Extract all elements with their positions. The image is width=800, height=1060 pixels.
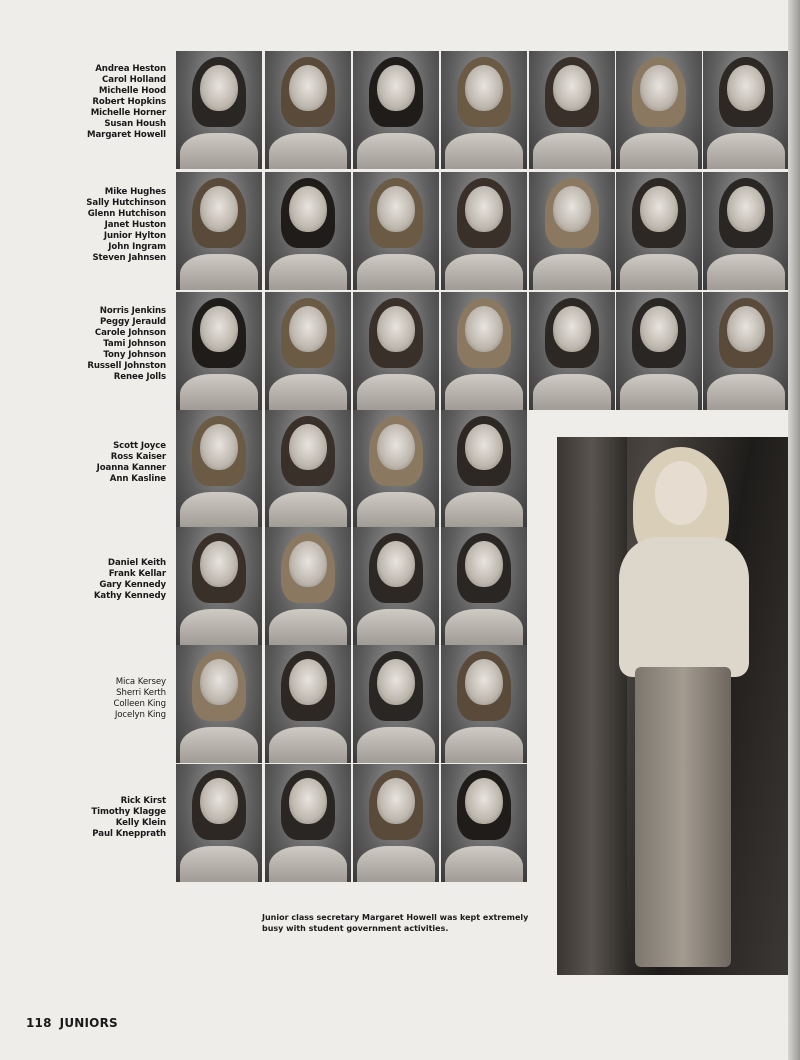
photo-caption: Junior class secretary Margaret Howell was kept extremely busy with student government activities.: [262, 913, 529, 933]
portrait-shoulders: [445, 133, 523, 169]
student-portrait: [441, 51, 527, 169]
portrait-shoulders: [180, 727, 258, 763]
student-portrait: [176, 410, 262, 528]
student-name: Andrea Heston: [95, 64, 166, 74]
student-name: Robert Hopkins: [92, 97, 166, 107]
student-portrait: [353, 51, 439, 169]
portrait-face: [200, 306, 238, 352]
student-portrait: [353, 410, 439, 528]
portrait-shoulders: [269, 609, 347, 645]
name-list-row-2: [20, 187, 166, 264]
student-name: Mike Hughes: [104, 187, 166, 197]
portrait-shoulders: [445, 492, 523, 528]
student-name: Colleen King: [113, 699, 166, 709]
portrait-shoulders: [445, 374, 523, 410]
page-gutter-shadow: [788, 0, 800, 1060]
student-name: Paul Knepprath: [92, 829, 166, 839]
portrait-face: [377, 659, 415, 705]
student-portrait: [176, 645, 262, 763]
portrait-face: [377, 306, 415, 352]
portrait-shoulders: [533, 374, 611, 410]
student-portrait: [265, 51, 351, 169]
student-portrait: [265, 764, 351, 882]
student-name: Gary Kennedy: [99, 580, 166, 590]
portrait-face: [377, 424, 415, 470]
student-portrait: [441, 172, 527, 290]
portrait-shoulders: [269, 492, 347, 528]
portrait-face: [377, 186, 415, 232]
portrait-face: [289, 541, 327, 587]
portrait-face: [640, 306, 678, 352]
student-name: Russell Johnston: [87, 361, 166, 371]
portrait-shoulders: [269, 374, 347, 410]
name-list-row-5: [20, 558, 166, 602]
student-name: Renee Jolls: [113, 372, 166, 382]
portrait-face: [200, 778, 238, 824]
student-name: Ann Kasline: [109, 474, 166, 484]
portrait-face: [200, 65, 238, 111]
student-portrait: [441, 410, 527, 528]
portrait-shoulders: [357, 727, 435, 763]
student-portrait: [353, 172, 439, 290]
portrait-face: [200, 659, 238, 705]
student-portrait: [265, 172, 351, 290]
portrait-face: [200, 424, 238, 470]
portrait-shoulders: [269, 846, 347, 882]
student-name: Margaret Howell: [87, 130, 166, 140]
student-name: Kathy Kennedy: [93, 591, 166, 601]
student-portrait: [176, 527, 262, 645]
portrait-face: [727, 65, 765, 111]
student-portrait: [441, 527, 527, 645]
student-portrait: [353, 527, 439, 645]
student-name: Carol Holland: [102, 75, 166, 85]
portrait-shoulders: [707, 133, 785, 169]
student-name: Junior Hylton: [103, 231, 166, 241]
student-portrait: [353, 645, 439, 763]
student-name: Peggy Jerauld: [99, 317, 166, 327]
portrait-shoulders: [357, 846, 435, 882]
portrait-face: [465, 306, 503, 352]
figure-pants: [635, 667, 731, 967]
student-portrait: [353, 764, 439, 882]
student-portrait: [703, 292, 789, 410]
student-name: Timothy Klagge: [91, 807, 166, 817]
portrait-shoulders: [707, 374, 785, 410]
portrait-face: [200, 186, 238, 232]
student-portrait: [441, 764, 527, 882]
portrait-shoulders: [357, 492, 435, 528]
name-list-row-3: [20, 306, 166, 383]
student-name: Glenn Hutchison: [87, 209, 166, 219]
student-name: Daniel Keith: [107, 558, 166, 568]
portrait-shoulders: [269, 133, 347, 169]
student-name: Sherri Kerth: [116, 688, 166, 698]
student-name: Janet Huston: [104, 220, 166, 230]
student-name: Kelly Klein: [115, 818, 166, 828]
portrait-shoulders: [445, 846, 523, 882]
portrait-face: [553, 186, 591, 232]
portrait-shoulders: [357, 254, 435, 290]
student-name: Jocelyn King: [114, 710, 166, 720]
portrait-shoulders: [445, 727, 523, 763]
student-portrait: [616, 172, 702, 290]
portrait-face: [289, 65, 327, 111]
student-name: Frank Kellar: [108, 569, 166, 579]
portrait-shoulders: [180, 254, 258, 290]
student-portrait: [529, 51, 615, 169]
portrait-face: [465, 541, 503, 587]
portrait-face: [289, 186, 327, 232]
portrait-face: [640, 186, 678, 232]
portrait-face: [640, 65, 678, 111]
portrait-shoulders: [620, 374, 698, 410]
student-name: Carole Johnson: [94, 328, 166, 338]
student-name: Ross Kaiser: [110, 452, 166, 462]
student-name: Rick Kirst: [120, 796, 166, 806]
student-portrait: [265, 292, 351, 410]
portrait-shoulders: [445, 254, 523, 290]
portrait-shoulders: [269, 254, 347, 290]
page-number: 118: [26, 1016, 52, 1030]
student-name: John Ingram: [108, 242, 166, 252]
feature-photo: [557, 437, 789, 975]
portrait-shoulders: [180, 374, 258, 410]
student-portrait: [703, 51, 789, 169]
portrait-face: [289, 659, 327, 705]
student-name: Susan Housh: [104, 119, 166, 129]
portrait-shoulders: [357, 609, 435, 645]
portrait-face: [553, 65, 591, 111]
portrait-shoulders: [269, 727, 347, 763]
portrait-face: [377, 541, 415, 587]
student-portrait: [265, 527, 351, 645]
student-name: Joanna Kanner: [96, 463, 166, 473]
student-portrait: [616, 51, 702, 169]
portrait-face: [465, 424, 503, 470]
portrait-face: [289, 424, 327, 470]
portrait-shoulders: [357, 133, 435, 169]
portrait-shoulders: [707, 254, 785, 290]
student-portrait: [176, 764, 262, 882]
portrait-face: [289, 778, 327, 824]
portrait-shoulders: [445, 609, 523, 645]
figure-blouse: [619, 537, 749, 677]
portrait-face: [465, 65, 503, 111]
name-list-row-7: [20, 796, 166, 840]
name-list-row-1: [20, 64, 166, 141]
portrait-shoulders: [533, 254, 611, 290]
portrait-face: [289, 306, 327, 352]
portrait-shoulders: [357, 374, 435, 410]
portrait-face: [727, 306, 765, 352]
portrait-shoulders: [180, 492, 258, 528]
portrait-shoulders: [180, 133, 258, 169]
portrait-face: [377, 778, 415, 824]
student-portrait: [176, 172, 262, 290]
student-name: Norris Jenkins: [99, 306, 166, 316]
portrait-shoulders: [533, 133, 611, 169]
portrait-face: [727, 186, 765, 232]
student-portrait: [176, 51, 262, 169]
student-portrait: [353, 292, 439, 410]
student-portrait: [265, 645, 351, 763]
tree-trunk: [557, 437, 627, 975]
portrait-face: [200, 541, 238, 587]
student-name: Steven Jahnsen: [92, 253, 166, 263]
student-portrait: [441, 292, 527, 410]
section-title: JUNIORS: [59, 1016, 118, 1030]
student-name: Michelle Horner: [90, 108, 166, 118]
portrait-face: [465, 778, 503, 824]
portrait-face: [465, 659, 503, 705]
student-name: Scott Joyce: [113, 441, 166, 451]
page-footer: [26, 1016, 126, 1030]
student-portrait: [176, 292, 262, 410]
portrait-face: [553, 306, 591, 352]
portrait-shoulders: [180, 846, 258, 882]
student-portrait: [529, 292, 615, 410]
portrait-face: [465, 186, 503, 232]
portrait-shoulders: [620, 133, 698, 169]
portrait-shoulders: [180, 609, 258, 645]
student-name: Mica Kersey: [115, 677, 166, 687]
portrait-face: [377, 65, 415, 111]
student-portrait: [441, 645, 527, 763]
student-name: Tami Johnson: [103, 339, 166, 349]
name-list-row-6: [20, 677, 166, 721]
student-portrait: [616, 292, 702, 410]
figure-face: [655, 461, 707, 525]
student-portrait: [265, 410, 351, 528]
student-portrait: [703, 172, 789, 290]
student-name: Sally Hutchinson: [86, 198, 166, 208]
portrait-shoulders: [620, 254, 698, 290]
student-name: Michelle Hood: [98, 86, 166, 96]
student-name: Tony Johnson: [103, 350, 166, 360]
student-portrait: [529, 172, 615, 290]
name-list-row-4: [20, 441, 166, 485]
